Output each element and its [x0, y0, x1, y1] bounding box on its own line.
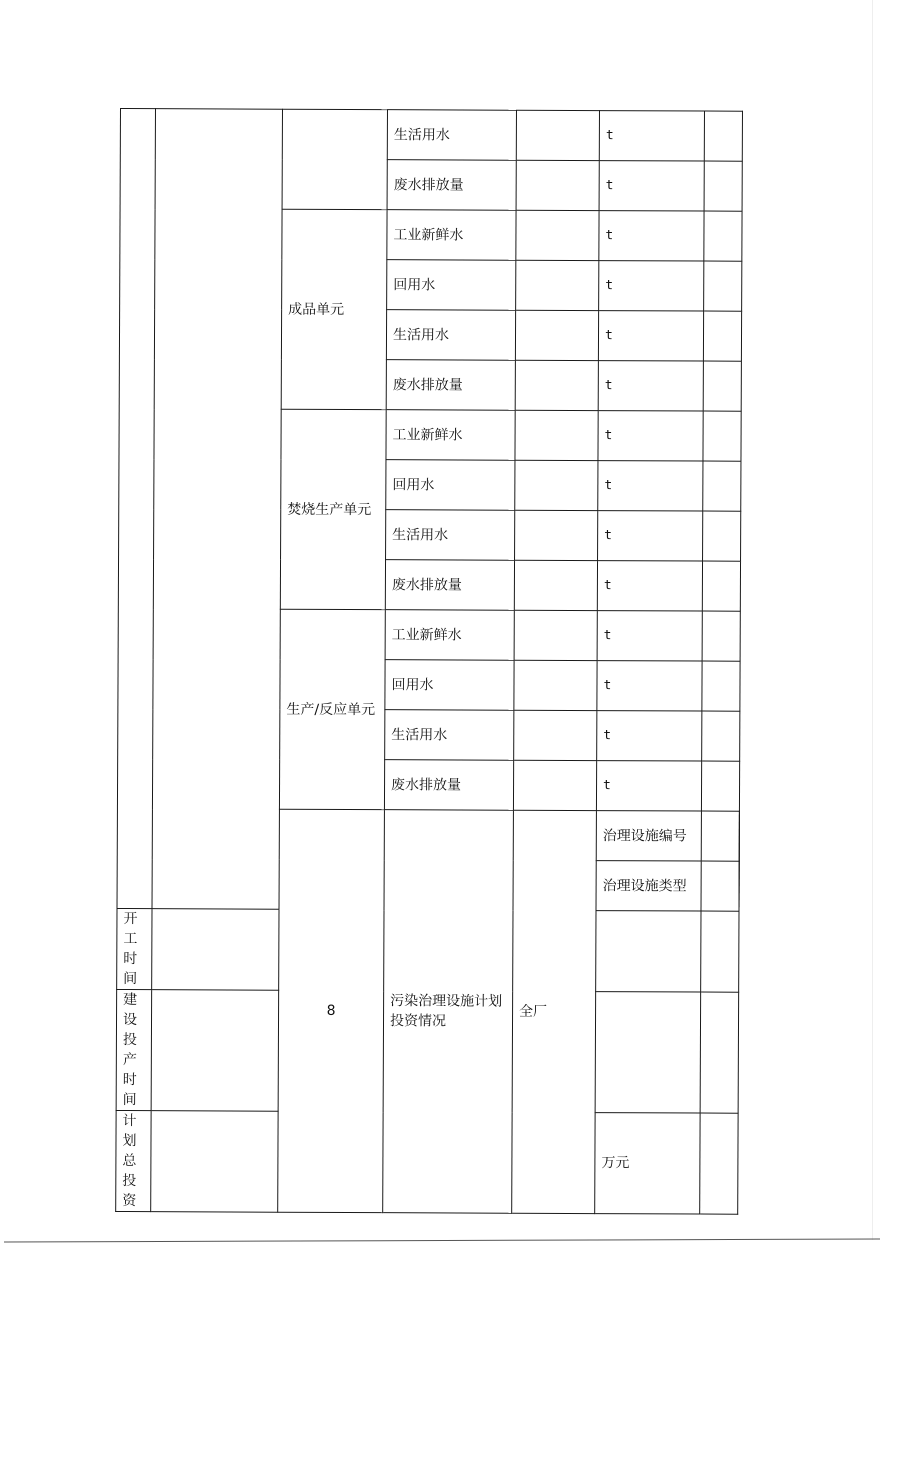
remark-cell[interactable]	[702, 561, 740, 611]
value-cell[interactable]	[516, 160, 599, 210]
value-cell[interactable]	[514, 560, 597, 610]
unit-of-measure-cell: t	[597, 611, 702, 661]
table-row	[120, 109, 742, 162]
remark-cell[interactable]	[702, 711, 740, 761]
item-cell: 建设投产时间	[116, 989, 152, 1110]
scan-right-edge	[872, 0, 873, 1240]
remark-cell[interactable]	[700, 992, 739, 1113]
item-cell: 计划总投资	[116, 1110, 151, 1211]
unit-of-measure-cell: t	[598, 511, 703, 561]
remark-cell[interactable]	[703, 461, 741, 511]
unit-cell-incineration: 焚烧生产单元	[280, 409, 386, 609]
section-scope: 全厂	[512, 810, 597, 1213]
remark-cell[interactable]	[700, 1113, 738, 1214]
value-cell[interactable]	[516, 110, 599, 160]
value-cell[interactable]	[515, 310, 598, 360]
value-cell[interactable]	[515, 460, 598, 510]
unit-of-measure-cell: t	[598, 311, 703, 361]
unit-of-measure-cell: t	[598, 361, 703, 411]
unit-of-measure-cell: 万元	[595, 1113, 700, 1214]
item-cell: 生活用水	[386, 310, 515, 361]
remark-cell[interactable]	[701, 761, 739, 811]
value-cell[interactable]	[516, 210, 599, 260]
item-cell: 工业新鲜水	[387, 210, 516, 261]
remark-cell[interactable]	[703, 311, 741, 361]
item-cell: 回用水	[386, 460, 515, 511]
unit-of-measure-cell: t	[597, 661, 702, 711]
item-cell: 治理设施类型	[596, 861, 701, 911]
remark-cell[interactable]	[702, 661, 740, 711]
value-cell[interactable]	[516, 260, 599, 310]
item-cell: 治理设施编号	[596, 811, 701, 861]
remark-cell[interactable]	[704, 261, 742, 311]
category-cell-continued	[152, 109, 282, 910]
remark-cell[interactable]	[703, 361, 741, 411]
unit-of-measure-cell: t	[599, 261, 704, 311]
item-cell: 开工时间	[117, 908, 152, 989]
remark-cell[interactable]	[703, 511, 741, 561]
item-cell: 回用水	[387, 260, 516, 311]
item-cell: 生活用水	[385, 710, 514, 761]
remark-cell[interactable]	[701, 911, 739, 992]
remark-cell[interactable]	[703, 411, 741, 461]
value-cell[interactable]	[701, 861, 739, 911]
unit-of-measure-cell	[595, 992, 701, 1113]
unit-of-measure-cell: t	[598, 461, 703, 511]
remark-cell[interactable]	[702, 611, 740, 661]
unit-of-measure-cell: t	[596, 761, 701, 811]
section-number: 8	[278, 809, 385, 1212]
unit-cell-production-reaction: 生产/反应单元	[279, 609, 385, 809]
remark-cell[interactable]	[704, 161, 742, 211]
value-cell[interactable]	[151, 1111, 278, 1213]
remark-cell[interactable]	[704, 111, 742, 161]
value-cell[interactable]	[701, 811, 739, 861]
item-cell: 生活用水	[386, 510, 515, 561]
value-cell[interactable]	[514, 710, 597, 760]
unit-of-measure-cell: t	[599, 161, 704, 211]
index-cell-continued	[117, 109, 155, 909]
value-cell[interactable]	[515, 510, 598, 560]
unit-of-measure-cell: t	[599, 211, 704, 261]
value-cell[interactable]	[515, 410, 598, 460]
item-cell: 废水排放量	[387, 160, 516, 211]
item-cell: 工业新鲜水	[386, 410, 515, 461]
value-cell[interactable]	[515, 360, 598, 410]
item-cell: 回用水	[385, 660, 514, 711]
item-cell: 生活用水	[387, 110, 516, 161]
unit-of-measure-cell: t	[597, 711, 702, 761]
scan-page-bottom-edge	[4, 1238, 880, 1242]
remark-cell[interactable]	[704, 211, 742, 261]
unit-of-measure-cell: t	[599, 111, 704, 161]
unit-of-measure-cell: t	[598, 411, 703, 461]
item-cell: 废水排放量	[384, 760, 513, 811]
unit-cell-continued	[282, 109, 387, 209]
value-cell[interactable]	[152, 909, 279, 991]
unit-of-measure-cell: t	[597, 561, 702, 611]
value-cell[interactable]	[514, 660, 597, 710]
unit-cell-finished-product: 成品单元	[281, 209, 387, 409]
value-cell[interactable]	[513, 760, 596, 810]
value-cell[interactable]	[151, 990, 279, 1112]
value-cell[interactable]	[514, 610, 597, 660]
unit-of-measure-cell	[596, 911, 701, 992]
item-cell: 废水排放量	[386, 360, 515, 411]
item-cell: 工业新鲜水	[385, 610, 514, 661]
section-title: 污染治理设施计划投资情况	[383, 810, 514, 1214]
item-cell: 废水排放量	[385, 560, 514, 611]
water-and-investment-table	[115, 108, 743, 1215]
